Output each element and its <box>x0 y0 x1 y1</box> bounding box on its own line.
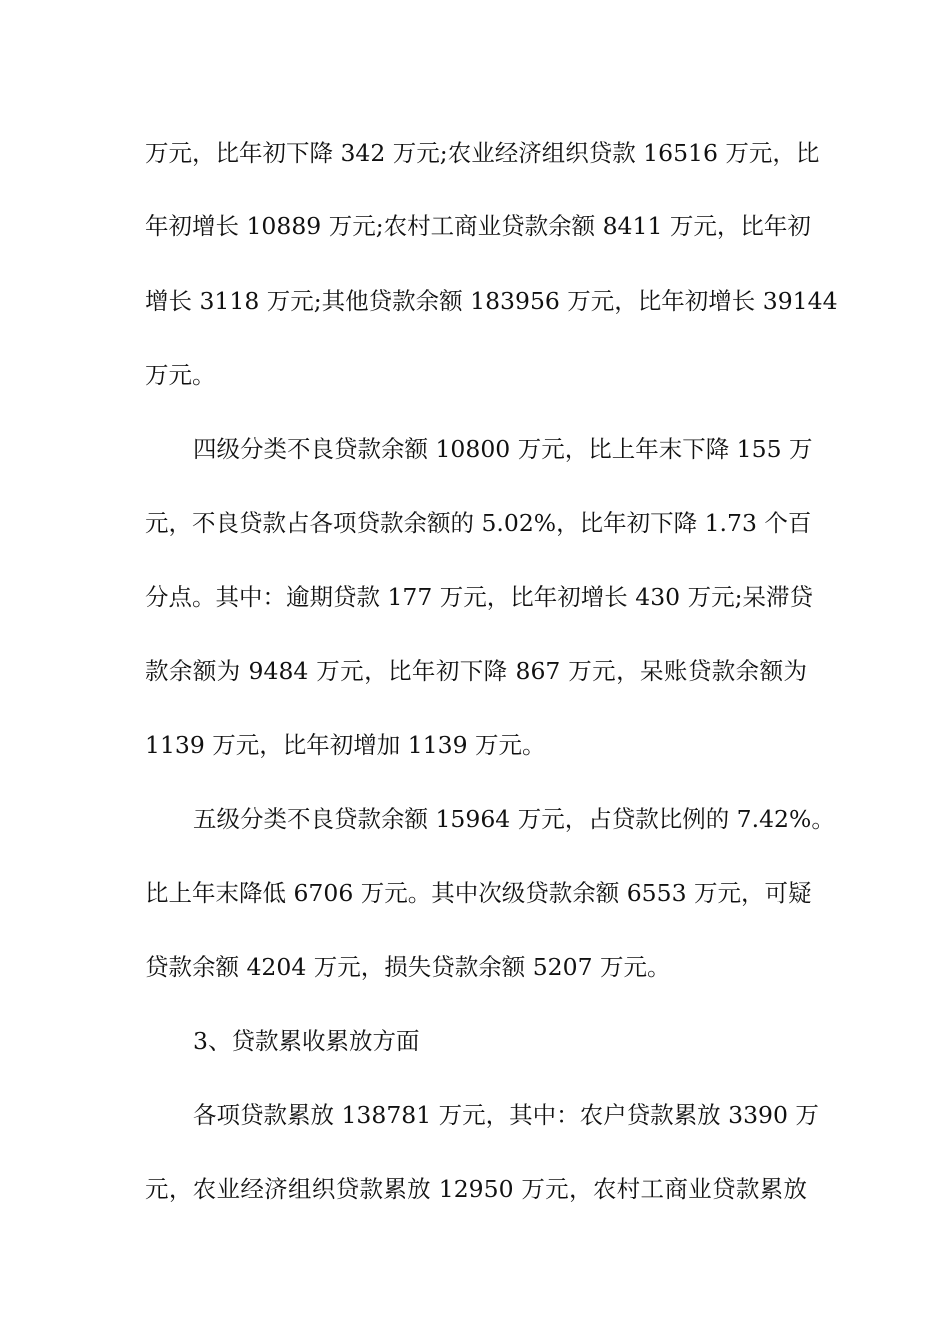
text-line: 1139 万元，比年初增加 1139 万元。 <box>145 731 546 759</box>
paragraph-first-line: 各项贷款累放 138781 万元，其中：农户贷款累放 3390 万 <box>193 1101 819 1129</box>
text-line: 款余额为 9484 万元，比年初下降 867 万元，呆账贷款余额为 <box>145 657 807 685</box>
text-line: 元，农业经济组织贷款累放 12950 万元，农村工商业贷款累放 <box>145 1175 807 1203</box>
text-line: 元，不良贷款占各项贷款余额的 5.02%，比年初下降 1.73 个百 <box>145 509 812 537</box>
text-line: 增长 3118 万元;其他贷款余额 183956 万元，比年初增长 39144 <box>145 287 838 315</box>
text-line: 分点。其中：逾期贷款 177 万元，比年初增长 430 万元;呆滞贷 <box>145 583 814 611</box>
section-heading: 3、贷款累收累放方面 <box>193 1027 420 1055</box>
text-line: 比上年末降低 6706 万元。其中次级贷款余额 6553 万元，可疑 <box>145 879 812 907</box>
paragraph-first-line: 四级分类不良贷款余额 10800 万元，比上年末下降 155 万 <box>193 435 813 463</box>
paragraph-first-line: 五级分类不良贷款余额 15964 万元，占贷款比例的 7.42%。 <box>193 805 835 833</box>
text-line: 万元。 <box>145 361 216 389</box>
text-line: 贷款余额 4204 万元，损失贷款余额 5207 万元。 <box>145 953 671 981</box>
text-line: 年初增长 10889 万元;农村工商业贷款余额 8411 万元，比年初 <box>145 212 811 240</box>
text-line: 万元，比年初下降 342 万元;农业经济组织贷款 16516 万元，比 <box>145 139 820 167</box>
